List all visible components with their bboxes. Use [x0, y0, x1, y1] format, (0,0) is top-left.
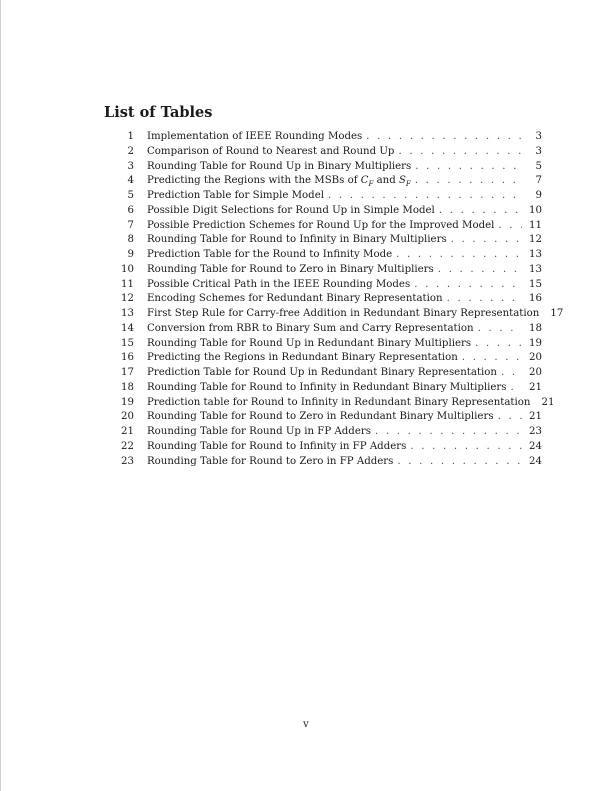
dot-leader [462, 352, 522, 363]
page-edge [0, 0, 1, 791]
entry-number: 12 [121, 293, 134, 305]
entry-title: Rounding Table for Round to Zero in Binary Multipliers [147, 263, 434, 275]
entry-page: 11 [529, 219, 542, 231]
dot-leader [414, 279, 522, 290]
entry-page: 3 [535, 131, 542, 142]
entry-title: Rounding Table for Round Up in Redundant Binary Multipliers [147, 337, 472, 349]
entry-page: 5 [535, 160, 542, 172]
entry-title: Rounding Table for Round to Infinity in Binary Multipliers [147, 234, 447, 246]
entry-page: 3 [535, 145, 542, 157]
entry-number: 4 [127, 175, 134, 187]
entry-page: 7 [535, 175, 542, 187]
list-item[interactable] [110, 161, 542, 176]
list-item[interactable] [110, 249, 542, 264]
dot-leader [511, 382, 522, 393]
page-heading: List of Tables [104, 104, 213, 121]
entry-title: Possible Digit Selections for Round Up in Simple Model [147, 204, 435, 216]
entry-title: Implementation of IEEE Rounding Modes [147, 131, 363, 142]
entry-number: 23 [121, 455, 134, 467]
entry-title: Prediction Table for the Round to Infinity Mode [147, 249, 393, 260]
entry-page: 18 [529, 322, 542, 334]
entry-title: Prediction table for Round to Infinity in Redundant Binary Representation [147, 396, 531, 408]
entry-number: 2 [127, 145, 134, 157]
list-item[interactable] [110, 411, 542, 426]
entry-number: 10 [121, 263, 134, 275]
entry-number: 13 [121, 308, 134, 319]
entry-number: 9 [127, 249, 134, 260]
entry-page: 21 [529, 381, 542, 393]
list-item[interactable] [110, 396, 555, 412]
list-item[interactable] [110, 382, 542, 397]
list-item[interactable] [110, 220, 542, 235]
entry-title: Rounding Table for Round Up in FP Adders [147, 426, 371, 437]
entry-page: 24 [529, 455, 542, 467]
entry-page: 13 [529, 249, 542, 260]
list-item[interactable] [110, 323, 542, 338]
list-item[interactable] [110, 426, 542, 441]
entry-number: 6 [127, 204, 134, 216]
entry-page: 15 [529, 278, 542, 290]
entry-page: 21 [529, 411, 542, 423]
entry-page: 17 [550, 308, 564, 319]
entry-title: Encoding Schemes for Redundant Binary Representation [147, 293, 443, 305]
entry-page: 13 [529, 263, 542, 275]
dot-leader [410, 441, 522, 452]
dot-leader [475, 338, 522, 349]
dot-leader [478, 323, 522, 334]
list-item[interactable] [110, 308, 564, 323]
entry-title: Prediction Table for Round Up in Redundant Binary Representation [147, 367, 497, 378]
entry-page: 20 [529, 367, 542, 378]
entry-number: 1 [127, 131, 134, 142]
dot-leader [366, 131, 522, 142]
entry-title: First Step Rule for Carry-free Addition in Redundant Binary Representation [147, 308, 540, 319]
entry-page: 21 [541, 396, 555, 408]
table-list [110, 131, 564, 470]
list-item[interactable] [110, 264, 542, 279]
entry-title: Predicting the Regions in Redundant Binary Representation [147, 352, 458, 364]
entry-title: Rounding Table for Round to Infinity in Redundant Binary Multipliers [147, 381, 507, 393]
list-item[interactable] [110, 338, 542, 353]
entry-title: Comparison of Round to Nearest and Round Up [147, 145, 395, 157]
math-variable: $S_F$ [398, 175, 411, 189]
list-item[interactable] [110, 234, 542, 249]
entry-number: 7 [127, 219, 134, 231]
entry-number: 11 [121, 278, 134, 290]
list-item[interactable] [110, 205, 542, 220]
list-item[interactable] [110, 190, 542, 205]
entry-number: 20 [121, 411, 134, 423]
dot-leader [501, 367, 522, 378]
entry-number: 17 [121, 367, 134, 378]
entry-number: 21 [121, 426, 134, 437]
page-number: v [303, 719, 309, 730]
entry-number: 5 [127, 190, 134, 201]
entry-number: 8 [127, 234, 134, 246]
entry-page: 19 [529, 337, 542, 349]
list-item[interactable] [110, 279, 542, 294]
dot-leader [397, 456, 522, 467]
dot-leader [415, 175, 522, 186]
dot-leader [498, 411, 522, 422]
list-item[interactable] [110, 352, 542, 367]
entry-title: Possible Prediction Schemes for Round Up for the Improved Model [147, 219, 495, 231]
entry-page: 9 [535, 190, 542, 201]
dot-leader [328, 190, 522, 201]
dot-leader [375, 426, 522, 437]
dot-leader [498, 220, 522, 231]
entry-number: 15 [121, 337, 134, 349]
list-item[interactable] [110, 175, 542, 190]
dot-leader [451, 234, 522, 245]
list-item[interactable] [110, 131, 542, 146]
entry-page: 20 [529, 352, 542, 364]
entry-page: 12 [529, 234, 542, 246]
dot-leader [396, 249, 522, 260]
entry-title: Rounding Table for Round to Zero in Redundant Binary Multipliers [147, 411, 494, 423]
entry-number: 16 [121, 352, 134, 364]
entry-page: 24 [529, 440, 542, 452]
entry-title: Conversion from RBR to Binary Sum and Carry Representation [147, 322, 474, 334]
math-variable: $C_F$ [360, 175, 374, 189]
entry-title-text: Predicting the Regions with the MSBs of [147, 175, 358, 187]
entry-page: 23 [529, 426, 542, 437]
entry-number: 18 [121, 381, 134, 393]
entry-title: Prediction Table for Simple Model [147, 190, 324, 201]
list-item[interactable] [110, 146, 542, 161]
list-item[interactable] [110, 441, 542, 456]
entry-number: 22 [121, 440, 134, 452]
entry-number: 19 [121, 396, 134, 408]
dot-leader [438, 264, 522, 275]
entry-page: 16 [529, 293, 542, 305]
entry-page: 10 [529, 204, 542, 216]
entry-title: Rounding Table for Round to Zero in FP Adders [147, 455, 394, 467]
list-item[interactable] [110, 367, 542, 382]
list-item[interactable] [110, 293, 542, 308]
entry-number: 3 [127, 160, 134, 172]
dot-leader [439, 205, 522, 216]
entry-title: Rounding Table for Round to Infinity in FP Adders [147, 440, 407, 452]
entry-title-conjunction: and [376, 175, 396, 187]
entry-number: 14 [121, 322, 134, 334]
dot-leader [447, 293, 522, 304]
list-item[interactable] [110, 456, 542, 471]
entry-title: Rounding Table for Round Up in Binary Multipliers [147, 160, 412, 172]
dot-leader [398, 146, 522, 157]
entry-title [147, 175, 411, 188]
entry-title: Possible Critical Path in the IEEE Rounding Modes [147, 278, 411, 290]
dot-leader [415, 161, 522, 172]
